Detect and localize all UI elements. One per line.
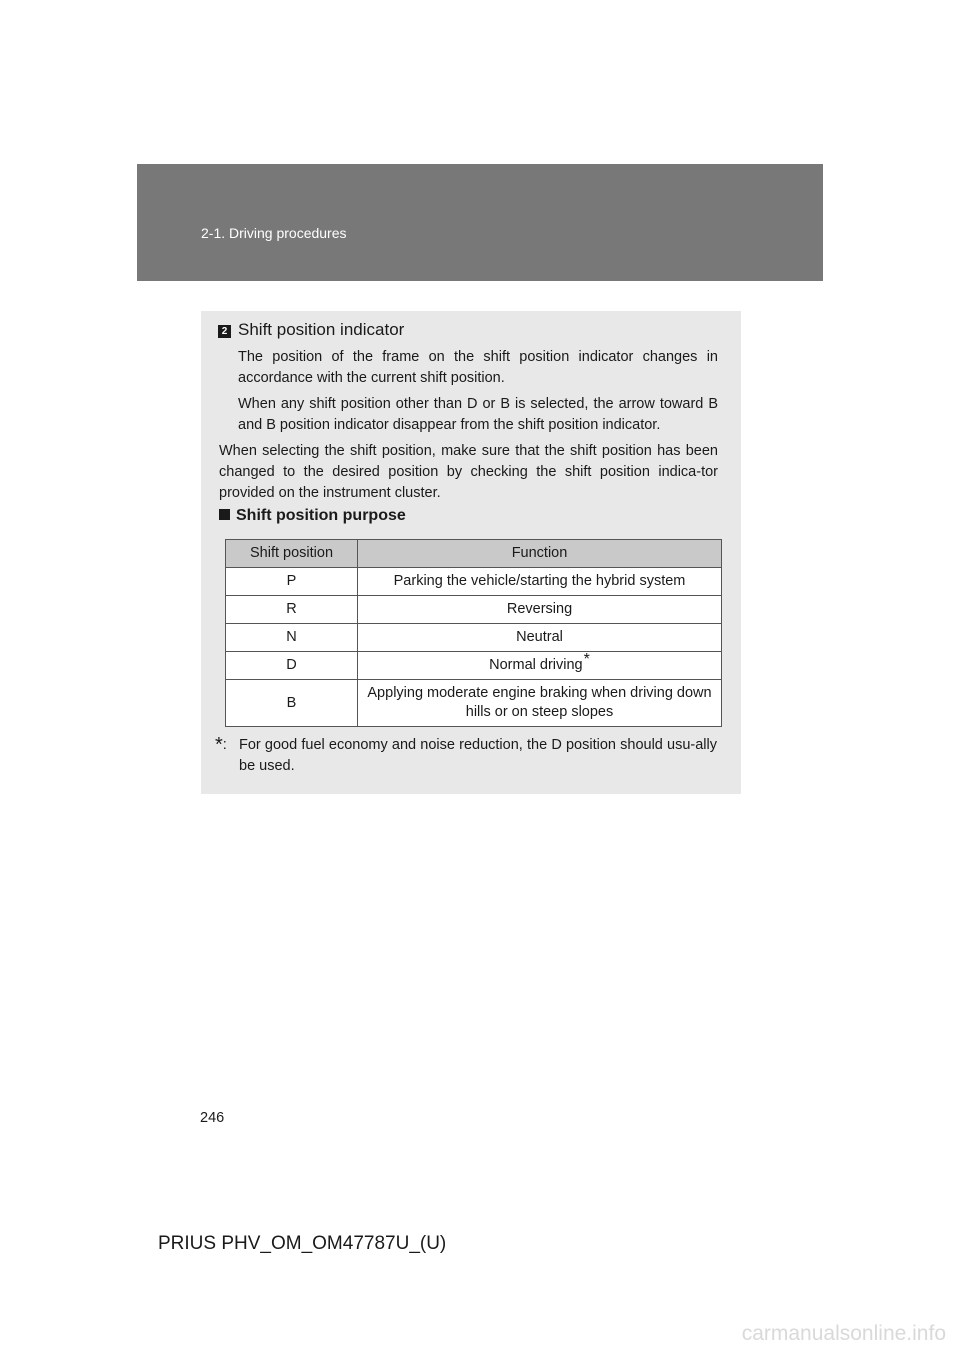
footnote-reference-mark: *	[583, 651, 590, 668]
section-title: 2-1. Driving procedures	[201, 225, 347, 241]
column-header-shift-position: Shift position	[226, 540, 358, 568]
function-cell: Reversing	[358, 596, 722, 624]
footnote-marker	[215, 735, 239, 777]
item-number-badge: 2	[218, 325, 231, 338]
function-cell: Neutral	[358, 624, 722, 652]
function-cell	[358, 652, 722, 680]
note-paragraph: When selecting the shift position, make sure that the shift position has been changed to the desired position by checking the shift position indica-tor provided on the instrument cluster.	[219, 443, 718, 501]
position-cell: P	[226, 568, 358, 596]
function-cell: Parking the vehicle/starting the hybrid system	[358, 568, 722, 596]
position-cell: D	[226, 652, 358, 680]
section-heading-text: Shift position purpose	[236, 507, 406, 524]
position-cell: N	[226, 624, 358, 652]
footnote	[215, 735, 717, 777]
table-row	[226, 680, 722, 727]
position-cell: B	[226, 680, 358, 727]
item-heading-text: Shift position indicator	[238, 320, 405, 339]
table-header-row	[226, 540, 722, 568]
table-row	[226, 624, 722, 652]
item-paragraph-1: The position of the frame on the shift position indicator changes in accordance with the current shift position.	[238, 349, 718, 386]
table-row	[226, 568, 722, 596]
document-id: PRIUS PHV_OM_OM47787U_(U)	[158, 1233, 447, 1254]
page-number: 246	[200, 1110, 225, 1126]
function-text: Normal driving	[489, 657, 583, 673]
footnote-text: For good fuel economy and noise reduction, the D position should usu-ally be used.	[239, 737, 717, 774]
position-cell: R	[226, 596, 358, 624]
table-row	[226, 596, 722, 624]
watermark: carmanualsonline.info	[741, 1322, 946, 1345]
table-row	[226, 652, 722, 680]
square-bullet-icon	[219, 509, 230, 520]
item-heading	[218, 320, 404, 340]
chapter-header-band	[137, 164, 823, 281]
shift-position-table	[225, 539, 722, 727]
function-cell: Applying moderate engine braking when driving down hills or on steep slopes	[358, 680, 722, 727]
column-header-function: Function	[358, 540, 722, 568]
item-paragraph-2: When any shift position other than D or B is selected, the arrow toward B and B position indicator disappear from the shift position indicator.	[238, 396, 718, 433]
content-box	[201, 311, 741, 794]
footnote-separator: :	[222, 737, 227, 753]
footnote-star: *	[215, 734, 223, 756]
section-heading	[219, 507, 406, 525]
